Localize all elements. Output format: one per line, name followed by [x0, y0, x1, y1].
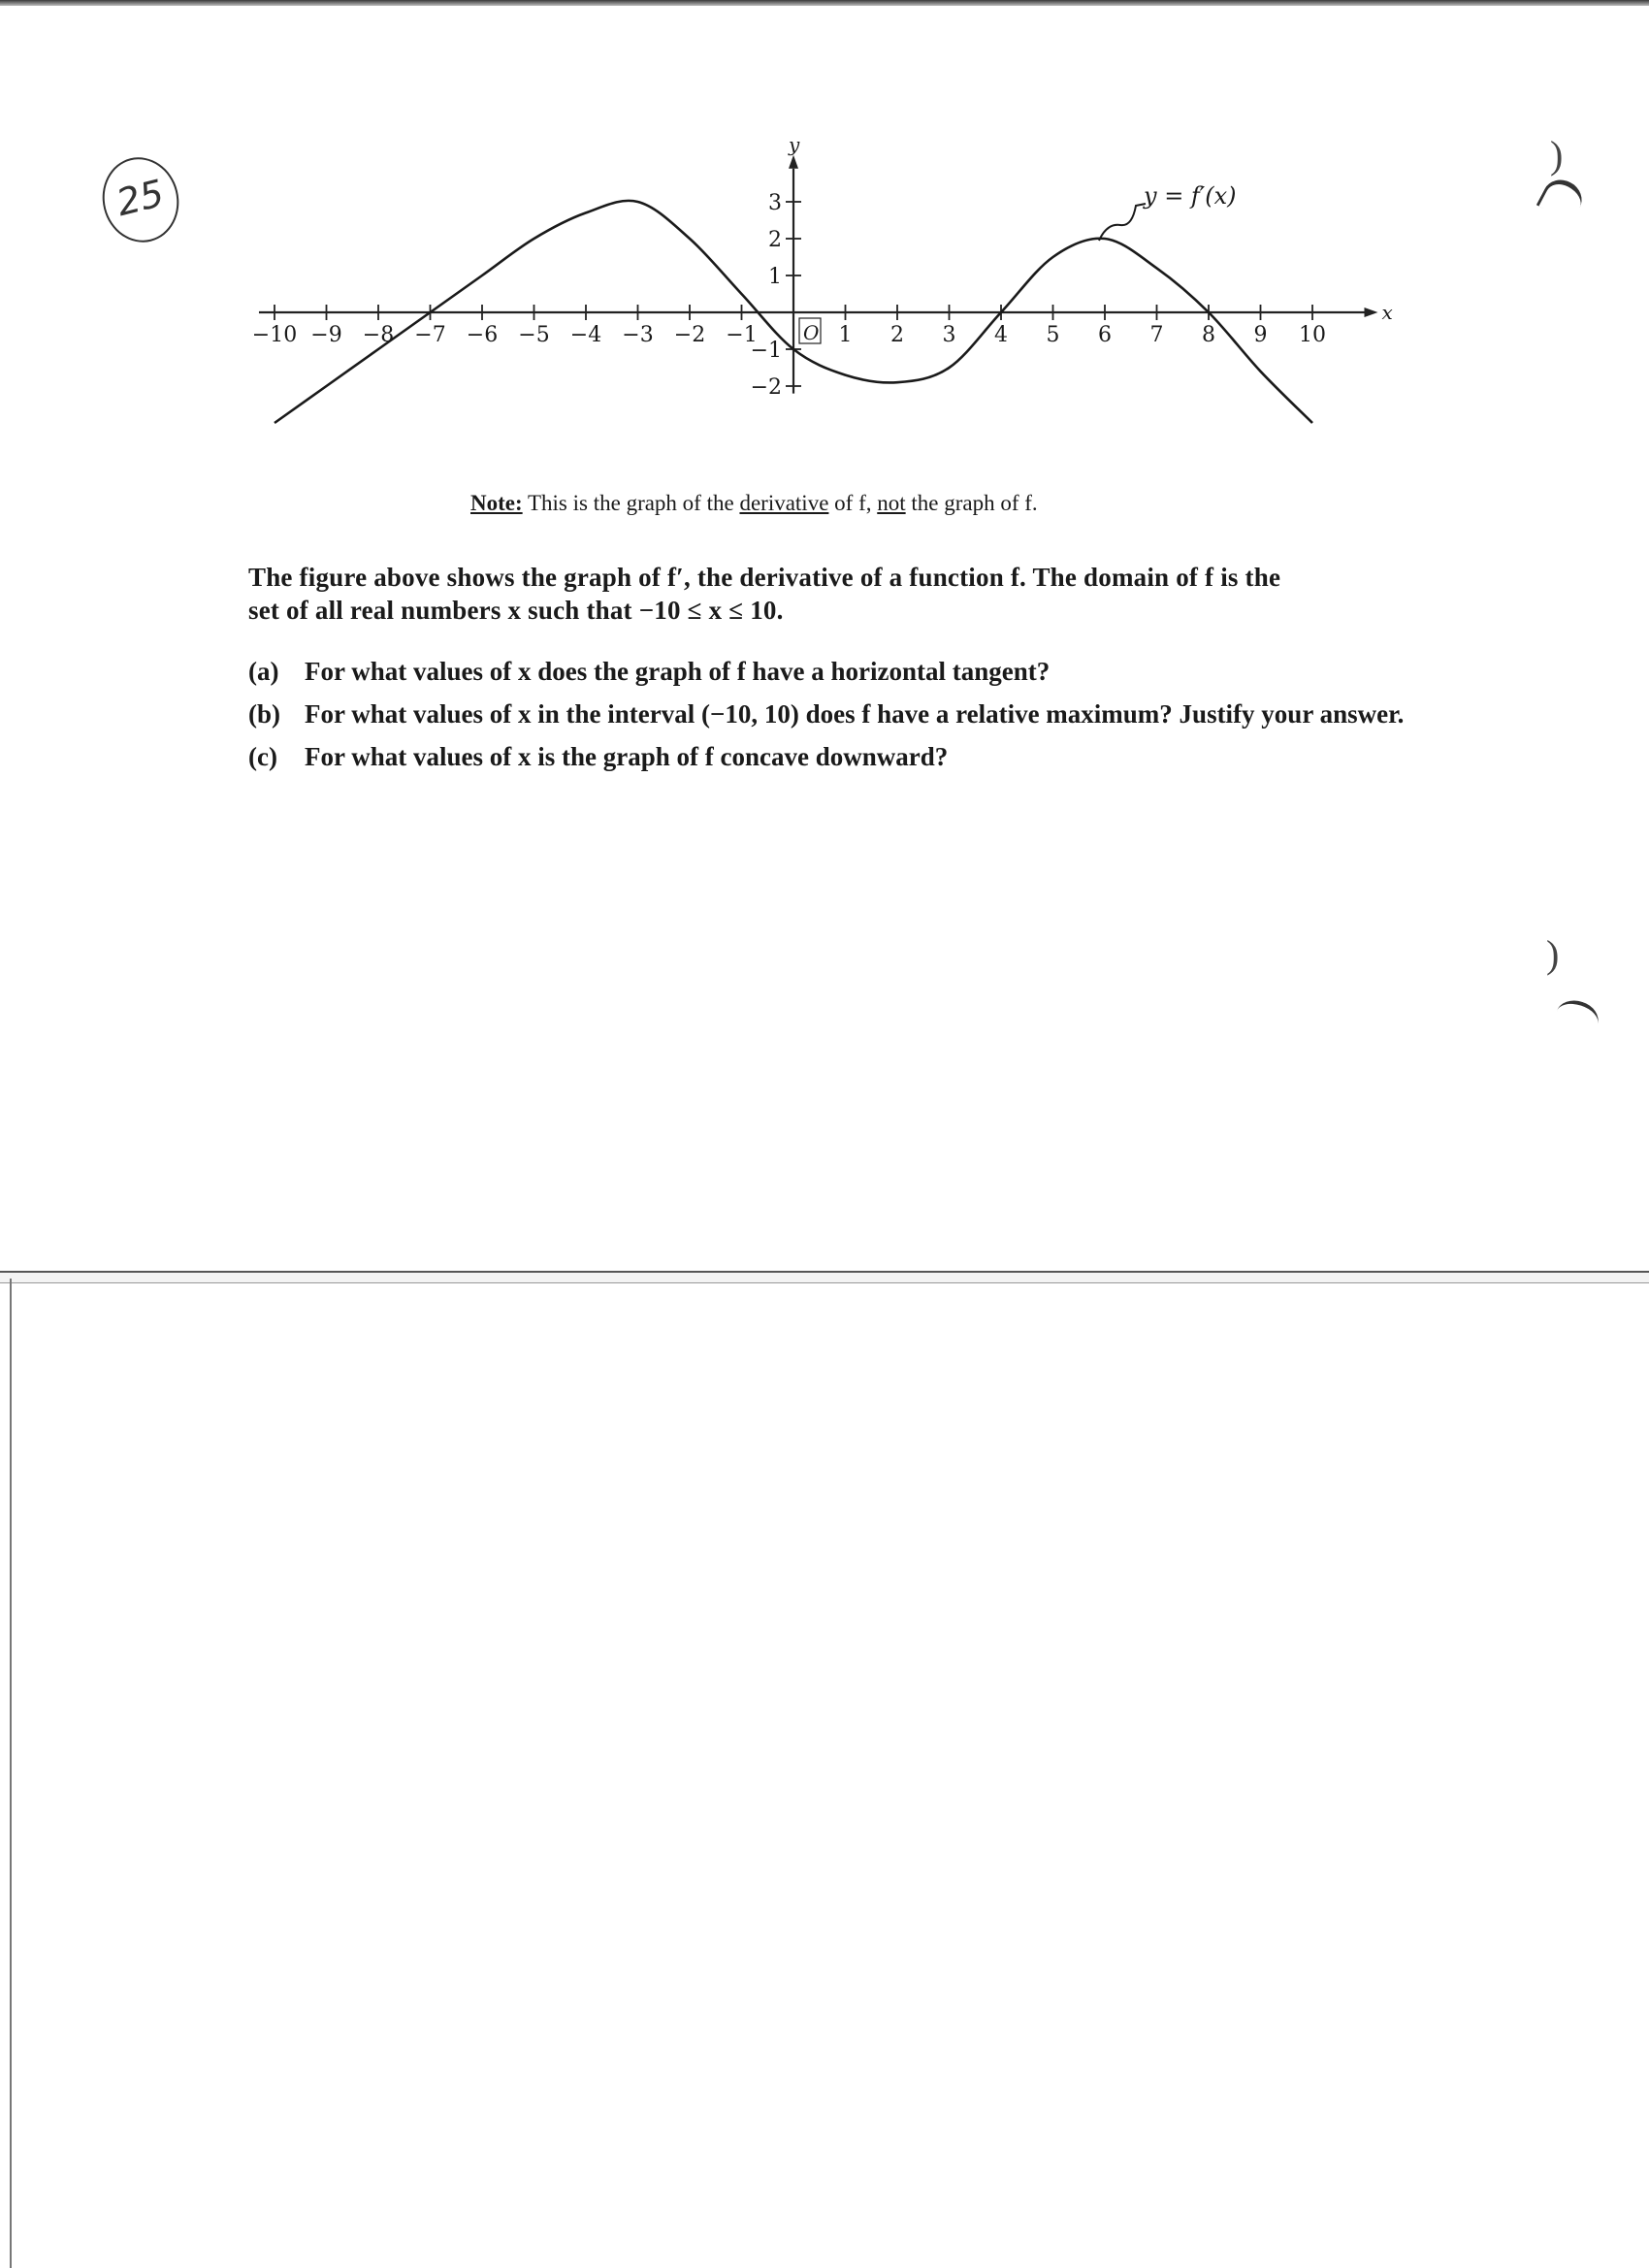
x-tick-label: −8: [362, 323, 395, 347]
margin-mark: [1536, 174, 1589, 224]
x-axis-arrow: [1365, 308, 1378, 317]
x-tick-label: 8: [1202, 323, 1215, 347]
x-tick-label: −7: [414, 323, 446, 347]
note-not: not: [877, 491, 906, 515]
note-derivative: derivative: [739, 491, 829, 515]
part-a: [248, 656, 1412, 687]
handwritten-page-number: [94, 149, 188, 250]
scan-page-edge: [0, 1279, 12, 2268]
part-b-label: (b): [248, 699, 280, 729]
graph-note: [470, 491, 1343, 516]
x-tick-label: −2: [673, 323, 706, 347]
curve-label: y = f′(x): [1144, 182, 1237, 210]
x-tick-label: −9: [310, 323, 342, 347]
x-tick-label: −5: [518, 323, 550, 347]
origin-label: O: [803, 321, 820, 344]
x-tick-label: −1: [726, 323, 758, 347]
y-tick-label: −1: [750, 339, 782, 363]
x-tick-label: 1: [838, 323, 853, 347]
margin-mark: ): [1550, 133, 1564, 177]
problem-parts: [248, 656, 1412, 784]
x-tick-label: 6: [1098, 323, 1112, 347]
part-b: [248, 698, 1412, 729]
y-tick-label: 1: [768, 265, 782, 289]
derivative-graph-svg: [233, 58, 1426, 495]
page-number-text: 25: [112, 171, 169, 225]
x-tick-label: 4: [994, 323, 1008, 347]
y-tick-label: −2: [750, 375, 782, 400]
x-tick-label: −3: [622, 323, 654, 347]
x-tick-label: 10: [1299, 323, 1326, 347]
scan-top-edge: [0, 0, 1649, 6]
scan-page-fold: [0, 1271, 1649, 1283]
part-a-label: (a): [248, 657, 279, 686]
y-tick-label: 2: [768, 228, 782, 252]
part-b-text: For what values of x in the interval (−10, 10) does f have a relative maximum? Justify your answer.: [305, 699, 1405, 729]
curve-label-pointer: [1099, 204, 1146, 241]
y-tick-label: 3: [768, 191, 782, 215]
note-text-1: This is the graph of the: [527, 491, 734, 515]
problem-statement: [248, 561, 1412, 627]
x-tick-label: −6: [466, 323, 499, 347]
part-c: [248, 741, 1412, 772]
x-tick-label: −4: [569, 323, 602, 347]
y-axis-arrow: [789, 155, 798, 169]
part-c-label: (c): [248, 742, 277, 771]
x-tick-label: 7: [1149, 323, 1164, 347]
x-tick-label: 2: [890, 323, 904, 347]
problem-intro-line-1: The figure above shows the graph of f′, the derivative of a function f. The domain of f is the: [248, 563, 1281, 592]
note-text-2: of f,: [834, 491, 872, 515]
part-c-text: For what values of x is the graph of f concave downward?: [305, 742, 949, 771]
part-a-text: For what values of x does the graph of f have a horizontal tangent?: [305, 657, 1051, 686]
margin-mark: [1552, 995, 1602, 1040]
x-tick-label: −10: [251, 323, 298, 347]
derivative-graph: [233, 58, 1426, 495]
note-text-3: the graph of f.: [911, 491, 1038, 515]
x-tick-label: 9: [1253, 323, 1268, 347]
note-lead: Note:: [470, 491, 523, 515]
x-tick-label: 5: [1046, 323, 1060, 347]
x-axis-name: x: [1381, 301, 1393, 324]
problem-intro-line-2: set of all real numbers x such that −10 ≤ x ≤ 10.: [248, 596, 784, 625]
y-axis-name: y: [789, 132, 800, 156]
x-tick-label: 3: [942, 323, 956, 347]
margin-mark: ): [1546, 932, 1560, 976]
